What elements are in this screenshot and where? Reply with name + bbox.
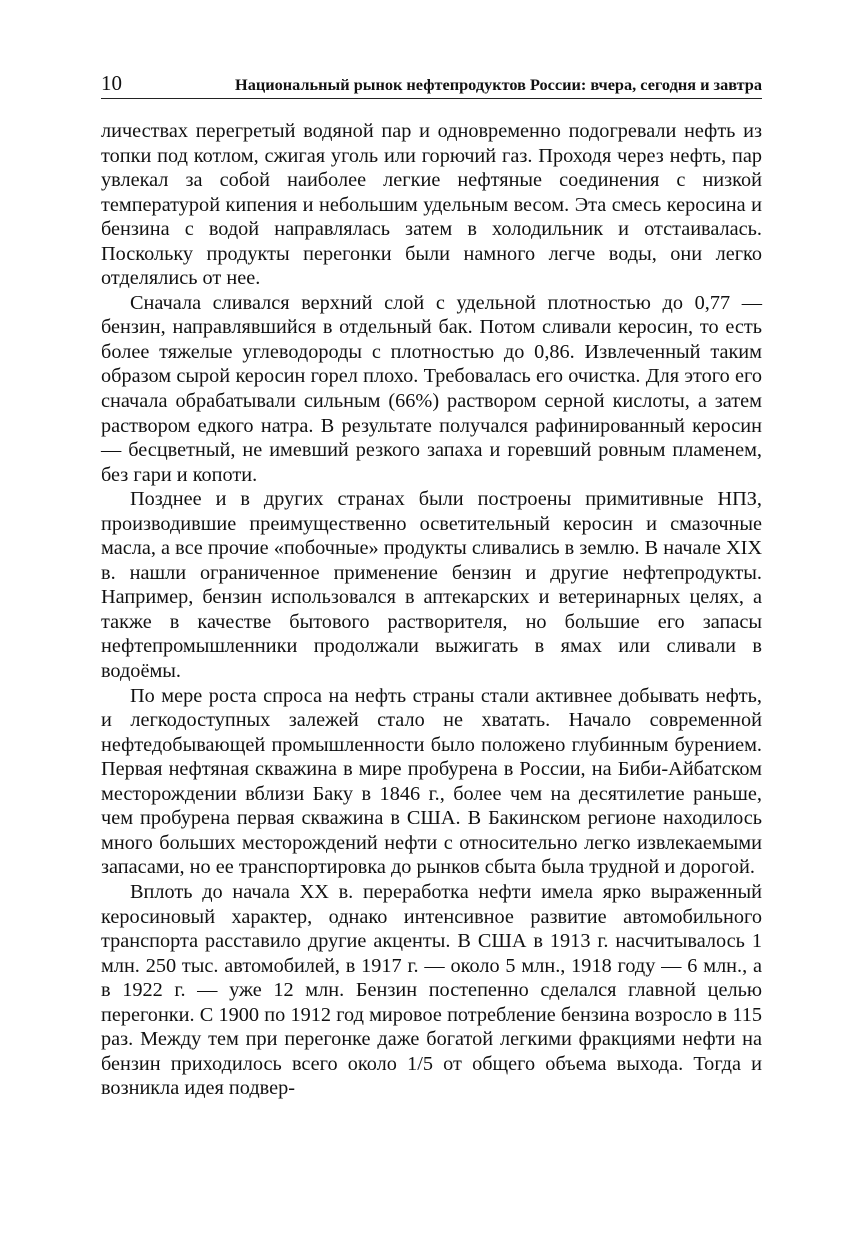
paragraph-5: Вплоть до начала XX в. переработка нефти имела ярко выраженный керосиновый характер, однако интенсивное развитие автомобильного транспорта расставило другие акценты. В США в 1913 г. насчитывалось 1 млн. 250 тыс. автомобилей, в 1917 г. — около 5 млн., 1918 году — 6 млн., а в 1922 г. — уже 12 млн. Бензин постепенно сделался главной целью перегонки. С 1900 по 1912 год мировое потребление бензина возросло в 115 раз. Между тем при перегонке даже богатой легкими фракциями нефти на бензин приходилось всего около 1/5 от общего объема выхода. Тогда и возникла идея подвер-	[101, 880, 762, 1100]
paragraph-1-continued: личествах перегретый водяной пар и одновременно подогревали нефть из топки под котлом, сжигая уголь или горючий газ. Проходя через нефть, пар увлекал за собой наиболее легкие нефтяные соединения с низкой температурой кипения и небольшим удельным весом. Эта смесь керосина и бензина с водой направлялась затем в холодильник и отстаивалась. Поскольку продукты перегонки были намного легче воды, они легко отделялись от нее.	[101, 120, 762, 290]
running-header-title: Национальный рынок нефтепродуктов России: вчера, сегодня и завтра	[235, 75, 762, 94]
body-text	[101, 119, 762, 1101]
paragraph-4: По мере роста спроса на нефть страны стали активнее добывать нефть, и легкодоступных залежей стало не хватать. Начало современной нефтедобывающей промышленности было положено глубинным бурением. Первая нефтяная скважина в мире пробурена в России, на Биби-Айбатском месторождении вблизи Баку в 1846 г., более чем на десятилетие раньше, чем пробурена первая скважина в США. В Бакинском регионе находилось много больших месторождений нефти с относительно легко извлекаемыми запасами, но ее транспортировка до рынков сбыта была трудной и дорогой.	[101, 684, 762, 879]
book-page	[101, 68, 762, 1101]
paragraph-3: Позднее и в других странах были построены примитивные НПЗ, производившие преимущественно осветительный керосин и смазочные масла, а все прочие «побочные» продукты сливались в землю. В начале XIX в. нашли ограниченное применение бензин и другие нефтепродукты. Например, бензин использовался в аптекарских и ветеринарных целях, а также в качестве бытового растворителя, но большие его запасы нефтепромышленники продолжали выжигать в ямах или сливали в водоёмы.	[101, 488, 762, 683]
running-header	[101, 68, 762, 99]
paragraph-2: Сначала сливался верхний слой с удельной плотностью до 0,77 — бензин, направлявшийся в отдельный бак. Потом сливали керосин, то есть более тяжелые углеводороды с плотностью до 0,86. Извлеченный таким образом сырой керосин горел плохо. Требовалась его очистка. Для этого его сначала обрабатывали сильным (66%) раствором серной кислоты, а затем раствором едкого натра. В результате получался рафинированный керосин — бесцветный, не имевший резкого запаха и горевший ровным пламенем, без гари и копоти.	[101, 291, 762, 486]
page-number: 10	[101, 71, 122, 95]
